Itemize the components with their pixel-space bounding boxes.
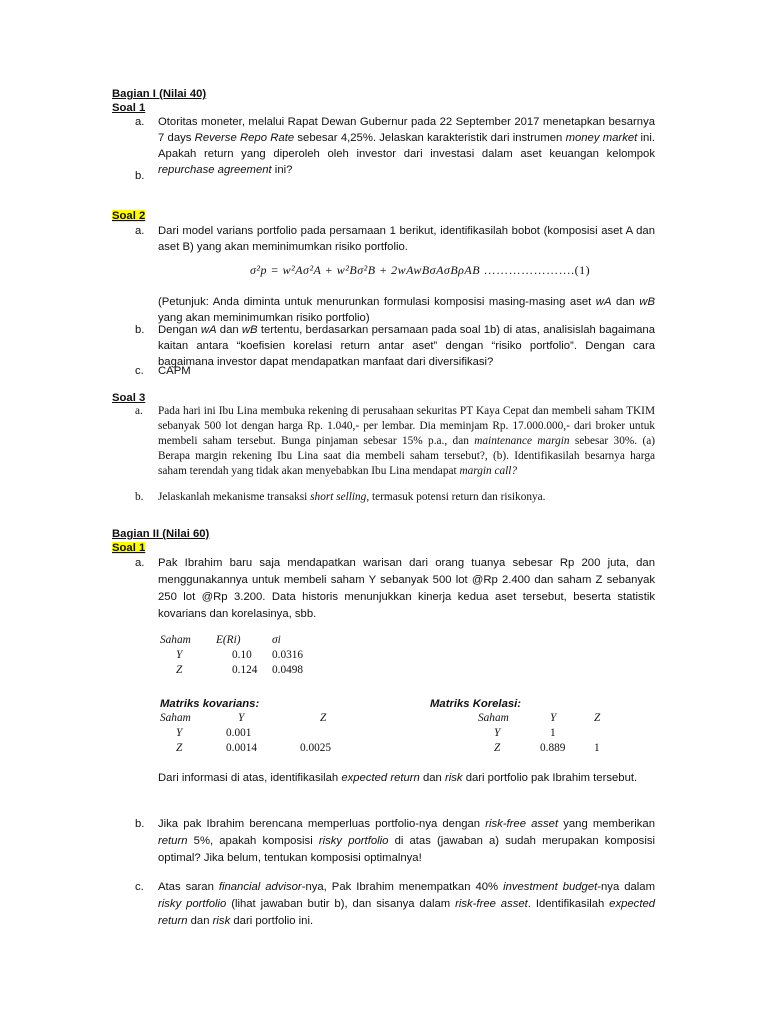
table-cell: 1 — [594, 741, 600, 754]
part2-soal1-item-c — [135, 879, 655, 931]
item-text — [158, 816, 655, 867]
text-run: Otoritas moneter, melalui Rapat Dewan Gubernur pada 22 September 2017 menetapkan besarnya 7 days — [158, 116, 655, 144]
table-cell: 0.10 — [232, 648, 252, 661]
correlation-matrix — [478, 710, 606, 755]
text-run: return — [158, 835, 188, 847]
table-header: Saham — [478, 711, 509, 724]
item-text: CAPM — [158, 365, 191, 377]
item-text — [158, 490, 655, 505]
item-label: b. — [135, 170, 145, 182]
part1-soal3-item-a — [135, 404, 655, 492]
part1-soal2-heading — [112, 209, 145, 224]
text-run: investment budget — [503, 881, 598, 893]
table-cell: Y — [176, 648, 183, 661]
part1-soal3-item-b — [135, 490, 655, 506]
text-run: expected return — [341, 772, 420, 784]
part1-soal1-item-b — [135, 168, 655, 184]
item-label: b. — [135, 491, 144, 503]
text-run: Dari informasi di atas, identifikasilah — [158, 772, 342, 784]
text-run: yang memberikan — [558, 818, 655, 830]
item-text — [158, 879, 655, 930]
part1-soal2-item-c — [135, 363, 655, 379]
table-header: σi — [272, 633, 281, 646]
text-run: dan — [216, 324, 242, 336]
table-cell: 0.889 — [540, 741, 566, 754]
text-run: expected return — [158, 898, 656, 927]
text-run: , termasuk potensi return dan risikonya. — [366, 491, 546, 503]
part1-soal2-item-a — [135, 223, 655, 255]
item-text: Pak Ibrahim baru saja mendapatkan warisan dari orang tuanya sebesar Rp 200 juta, dan menggunakannya untuk membeli saham Y sebanyak 500 lot @Rp 2.400 dan saham Z sebanyak 250 lot @Rp 3.200. Data historis menunjukkan kinerja kedua aset tersebut, beserta statistik kovarians dan korelasinya, sbb. — [158, 557, 655, 620]
part1-soal1-heading: Soal 1 — [112, 102, 146, 114]
table-cell: Y — [176, 726, 183, 739]
text-run: sebesar 4,25%. Jelaskan karakteristik dari instrumen — [294, 132, 566, 144]
part2-heading: Bagian II (Nilai 60) — [112, 528, 210, 540]
item-label: a. — [135, 116, 145, 128]
table-cell: 0.0014 — [226, 741, 258, 754]
item-label: a. — [135, 557, 145, 569]
table-row — [160, 725, 337, 740]
table-cell — [300, 725, 337, 740]
math-var: wA — [595, 296, 612, 308]
text-run: risk — [212, 915, 231, 927]
item-text — [158, 404, 655, 479]
table-row — [160, 647, 309, 662]
text-run: (lihat jawaban butir b), dan sisanya dalam — [226, 898, 456, 910]
part2-soal1-item-a-followup — [158, 770, 655, 787]
table-cell: Z — [176, 741, 183, 754]
table-header: Saham — [160, 633, 191, 646]
text-run: risk — [444, 772, 463, 784]
table-row — [478, 725, 606, 740]
table-cell — [594, 725, 606, 740]
text-run: maintenance margin — [474, 435, 570, 447]
text-run: di atas (jawaban a) sudah merupakan komposisi optimal? Jika belum, tentukan komposisi optimalnya! — [158, 835, 656, 864]
item-label: b. — [135, 818, 145, 830]
text-run: risky portfolio — [158, 898, 227, 910]
text-run: 5%, apakah komposisi — [187, 835, 319, 847]
table-cell: 0.0316 — [272, 648, 304, 661]
text-run: dan — [611, 296, 640, 308]
part2-soal1-item-a — [135, 555, 655, 621]
text-run: dan — [187, 915, 213, 927]
item-text: Dari model varians portfolio pada persamaan 1 berikut, identifikasilah bobot (komposisi aset A dan aset B) yang akan meminimumkan risiko portfolio. — [158, 225, 655, 253]
text-run: sebesar 30%. (a) Berapa margin rekening Ibu Lina saat dia membeli saham tersebut?, (b). Identifikasilah besarnya harga saham terendah yang tidak akan menyebabkan Ibu Lina mendapat — [158, 435, 655, 477]
text-run: yang akan meminimumkan risiko portfolio) — [158, 312, 370, 324]
text-run: risk-free asset — [455, 898, 528, 910]
covariance-matrix — [160, 710, 337, 755]
text-run: dan — [419, 772, 445, 784]
part1-soal3-heading: Soal 3 — [112, 392, 146, 404]
text-run: risky portfolio — [318, 835, 389, 847]
text-run: Jika pak Ibrahim berencana memperluas portfolio-nya dengan — [158, 818, 486, 830]
text-run: margin call? — [459, 465, 518, 477]
text-run: -nya dalam — [597, 881, 655, 893]
table-row — [478, 740, 606, 755]
part1-heading: Bagian I (Nilai 40) — [112, 88, 207, 100]
table-cell: 0.0498 — [272, 663, 304, 676]
math-var: wB — [241, 324, 258, 336]
text-run: Dengan — [158, 324, 201, 336]
table-cell: 1 — [550, 726, 556, 739]
part1-soal1-item-a — [135, 114, 655, 176]
covariance-matrix-title: Matriks kovarians: — [160, 698, 260, 710]
table-header: Y — [550, 711, 557, 724]
text-run: ini? — [271, 164, 293, 176]
text-run: Jelaskanlah mekanisme transaksi — [158, 491, 311, 503]
table-cell: Z — [494, 741, 501, 754]
table-cell: Z — [176, 663, 183, 676]
table-header-row — [478, 710, 606, 725]
text-run: Atas saran — [158, 881, 219, 893]
highlighted-heading: Soal 1 — [112, 542, 146, 554]
correlation-matrix-title: Matriks Korelasi: — [430, 698, 522, 710]
item-label: c. — [135, 365, 144, 377]
formula-text: σ²p = w²Aσ²A + w²Bσ²B + 2wAwBσAσBρAB — [250, 263, 481, 277]
math-var: wA — [200, 324, 217, 336]
math-var: wB — [639, 296, 655, 308]
text-run: tertentu, berdasarkan persamaan pada soal 1b) di atas, analisislah bagaimana kaitan antara “koefisien korelasi return antar aset” dengan “risiko portfolio”. Dengan cara bagaimana investor dapat mendapatkan manfaat dari diversifikasi? — [158, 324, 655, 368]
portfolio-variance-formula — [250, 263, 650, 278]
table-cell: 0.0025 — [300, 741, 332, 754]
part2-soal1-item-b — [135, 816, 655, 868]
table-header: Saham — [160, 711, 191, 724]
formula-number: ………………….(1) — [483, 263, 591, 277]
item-label: c. — [135, 881, 144, 893]
table-header: Z — [320, 711, 327, 724]
text-run: Reverse Repo Rate — [194, 132, 295, 144]
table-cell: Y — [494, 726, 501, 739]
text-run: dari portfolio pak Ibrahim tersebut. — [462, 772, 638, 784]
text-run: . Identifikasilah — [527, 898, 610, 910]
item-label: a. — [135, 225, 145, 237]
item-label: b. — [135, 324, 145, 336]
table-header: Y — [238, 711, 245, 724]
text-run: financial advisor — [218, 881, 302, 893]
table-header-row — [160, 710, 337, 725]
text-run: (Petunjuk: Anda diminta untuk menurunkan formulasi komposisi masing-masing aset — [158, 296, 596, 308]
text-run: money market — [565, 132, 638, 144]
text-run: Pada hari ini Ibu Lina membuka rekening di perusahaan sekuritas PT Kaya Cepat dan membeli saham TKIM sebanyak 500 lot dengan harga Rp. 1.040,- per lembar. Dia meminjam Rp. 17.000.000,- dari broker untuk membeli saham tersebut. Bunga pinjaman sebesar 15% p.a., dan — [158, 405, 655, 447]
text-run: ini. Apakah return yang diperoleh oleh investor dari investasi dalam aset keuangan kelompok — [158, 132, 655, 160]
table-cell: 0.124 — [232, 663, 258, 676]
table-header: E(Ri) — [216, 633, 241, 646]
text-run: dari portfolio ini. — [230, 915, 314, 927]
part2-soal1-heading — [112, 541, 145, 556]
text-run: repurchase agreement — [158, 164, 272, 176]
table-header-row — [160, 632, 309, 647]
stats-table — [160, 632, 309, 677]
table-header: Z — [594, 711, 601, 724]
item-label: a. — [135, 405, 143, 417]
highlighted-heading: Soal 2 — [112, 210, 146, 222]
text-run: -nya, Pak Ibrahim menempatkan 40% — [301, 881, 504, 893]
text-run: short selling — [310, 491, 367, 503]
table-row — [160, 662, 309, 677]
table-row — [160, 740, 337, 755]
text-run: risk-free asset — [485, 818, 559, 830]
table-cell: 0.001 — [226, 726, 252, 739]
